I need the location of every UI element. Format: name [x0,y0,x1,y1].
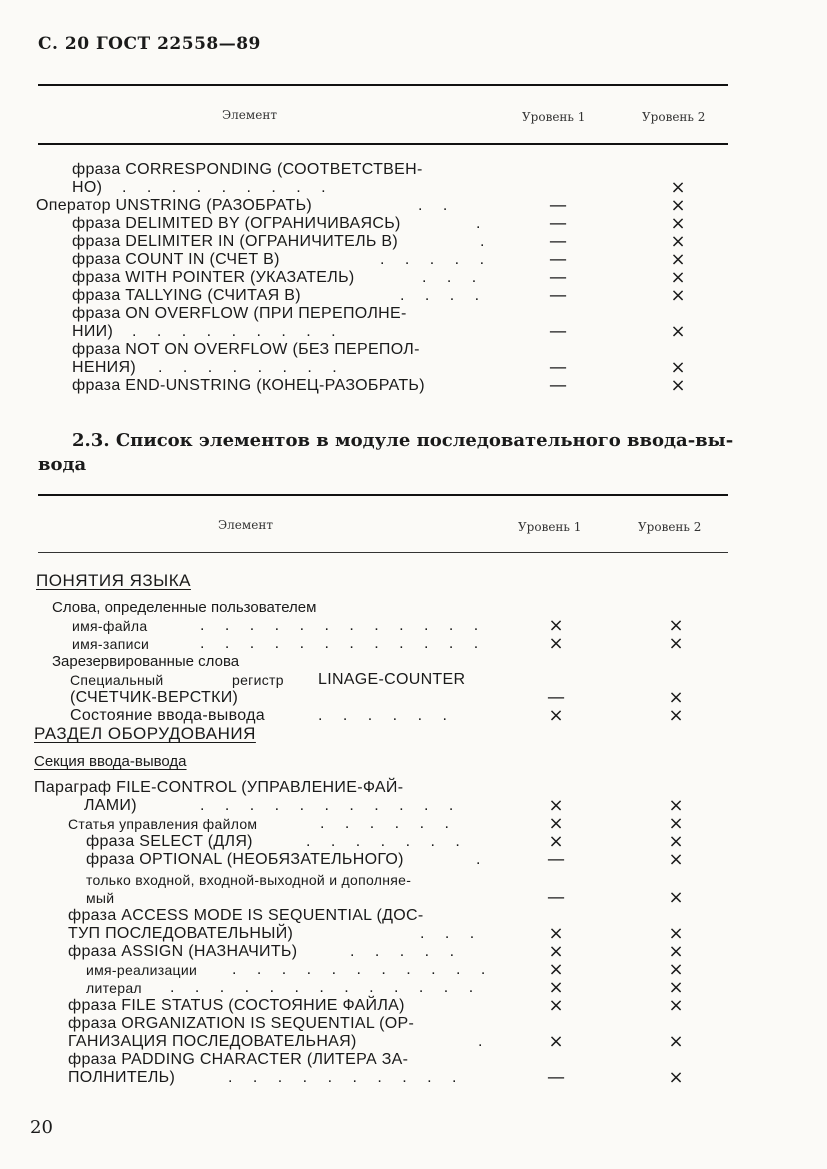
level1-mark: × [548,813,564,834]
row-text: имя-файла [72,618,148,634]
table1-col-level2: Уровень 2 [642,110,706,124]
row-text: фраза NOT ON OVERFLOW (БЕЗ ПЕРЕПОЛ- [72,341,420,358]
level2-mark: × [668,813,684,834]
row-text: только входной, входной-выходной и дополняе- [86,872,412,888]
leader-dots: . . . . . . [320,815,457,832]
level1-mark: × [548,923,564,944]
table-row [0,779,827,797]
level2-mark: × [670,195,686,216]
heading-language-concepts: ПОНЯТИЯ ЯЗЫКА [36,571,191,590]
level2-mark: × [670,267,686,288]
row-text: Специальный [70,672,164,688]
row-text: фраза TALLYING (СЧИТАЯ В) [72,287,301,304]
section-title-cont: вода [38,454,87,475]
level1-mark: × [548,959,564,980]
leader-dots: . . . . . . . [306,833,468,850]
row-text: фраза DELIMITER IN (ОГРАНИЧИТЕЛЬ В) [72,233,399,250]
table-row [0,161,827,179]
row-text: фраза CORRESPONDING (СООТВЕТСТВЕН- [72,161,423,178]
row-text: фраза SELECT (ДЛЯ) [86,833,253,850]
table-row [0,1069,827,1087]
leader-dots: . . . . . . . . . . . [232,961,494,978]
leader-dots: . . . . . . . . . . . . [200,635,487,652]
row-text: имя-записи [72,636,150,652]
leader-dots: . . . . . . . . . [132,323,344,340]
level1-mark: × [548,995,564,1016]
reserved-words-label: Зарезервированные слова [52,653,240,670]
table-row [0,323,827,341]
table-row [0,871,827,889]
level1-mark: — [549,231,567,252]
level2-mark: × [668,615,684,636]
level2-mark: × [668,995,684,1016]
table-row [0,889,827,907]
table-row [0,341,827,359]
level2-mark: × [668,923,684,944]
level1-mark: — [549,249,567,270]
level1-mark: × [548,633,564,654]
row-text: Статья управления файлом [68,816,258,832]
row-text: НЕНИЯ) [72,359,136,376]
leader-dots: . . . . [400,287,488,304]
row-text: НИИ) [72,323,114,340]
table2-header-rule [38,552,728,553]
leader-dots: . . . . . . [318,707,455,724]
level1-mark: × [548,705,564,726]
row-text: Параграф FILE-CONTROL (УПРАВЛЕНИЕ-ФАЙ- [34,779,404,796]
row-text: фраза OPTIONAL (НЕОБЯЗАТЕЛЬНОГО) [86,851,404,868]
level1-mark: — [549,285,567,306]
row-text: фраза ORGANIZATION IS SEQUENTIAL (ОР- [68,1015,415,1032]
page-number: 20 [30,1117,53,1138]
level1-mark: — [549,375,567,396]
level2-mark: × [668,941,684,962]
row-text: ГАНИЗАЦИЯ ПОСЛЕДОВАТЕЛЬНАЯ) [68,1033,357,1050]
level1-mark: × [548,1031,564,1052]
level2-mark: × [670,375,686,396]
level1-mark: — [549,357,567,378]
leader-dots: . . . . . [380,251,493,268]
table-row [0,689,827,707]
row-text: ТУП ПОСЛЕДОВАТЕЛЬНЫЙ) [68,925,294,942]
table1-top-rule [38,84,728,86]
table-row [0,377,827,395]
row-text: регистр [232,672,284,688]
table-row [0,797,827,815]
subheading-io-section: Секция ввода-вывода [34,753,187,770]
level1-mark: — [547,1067,565,1088]
row-text: литерал [86,980,142,996]
row-text: ЛАМИ) [84,797,137,814]
level1-mark: × [548,615,564,636]
row-text: мый [86,890,115,906]
row-text: LINAGE-COUNTER [318,671,466,688]
table-row [0,635,827,653]
level1-mark: — [549,321,567,342]
section-title: 2.3. Список элементов в модуле последовательного ввода-вы- [72,430,734,451]
leader-dots: . . . . . . . . . . . [200,797,462,814]
table-row [0,179,827,197]
level1-mark: — [547,887,565,908]
leader-dots: . . . . . . . . . . . . . [170,979,482,996]
table1-col-element: Элемент [222,108,277,122]
level2-mark: × [670,177,686,198]
leader-dots: . . . . . [350,943,463,960]
table-row [0,251,827,269]
table2-col-level2: Уровень 2 [638,520,702,534]
table-row [0,833,827,851]
table-row [0,233,827,251]
level1-mark: — [549,267,567,288]
level2-mark: × [670,321,686,342]
table2-top-rule [38,494,728,496]
leader-dots: . . . . . . . . . . . . [200,617,487,634]
row-text: фраза ON OVERFLOW (ПРИ ПЕРЕПОЛНЕ- [72,305,407,322]
level2-mark: × [668,795,684,816]
level2-mark: × [668,977,684,998]
table-row [0,979,827,997]
row-text: фраза END-UNSTRING (КОНЕЦ-РАЗОБРАТЬ) [72,377,425,394]
row-text: фраза WITH POINTER (УКАЗАТЕЛЬ) [72,269,355,286]
leader-dots: . [478,1033,491,1050]
row-text: ПОЛНИТЕЛЬ) [68,1069,176,1086]
table-row [0,1033,827,1051]
row-text: Оператор UNSTRING (РАЗОБРАТЬ) [36,197,313,214]
table2-col-level1: Уровень 1 [518,520,582,534]
table-row [0,925,827,943]
table-row [0,359,827,377]
level2-mark: × [668,705,684,726]
level2-mark: × [668,687,684,708]
row-text: фраза ACCESS MODE IS SEQUENTIAL (ДОС- [68,907,424,924]
table-row [0,997,827,1015]
level2-mark: × [668,959,684,980]
table-row [0,907,827,925]
row-text: фраза COUNT IN (СЧЕТ В) [72,251,280,268]
table-row [0,287,827,305]
level1-mark: — [547,687,565,708]
row-text: фраза FILE STATUS (СОСТОЯНИЕ ФАЙЛА) [68,997,405,1014]
level1-mark: — [549,195,567,216]
row-text: НО) [72,179,103,196]
level2-mark: × [668,1067,684,1088]
level1-mark: × [548,977,564,998]
table-row [0,671,827,689]
level2-mark: × [668,633,684,654]
leader-dots: . . . [420,925,483,942]
level2-mark: × [670,285,686,306]
leader-dots: . . . [422,269,485,286]
leader-dots: . . . . . . . . . [122,179,334,196]
leader-dots: . [480,233,493,250]
leader-dots: . [476,215,489,232]
heading-equipment-division: РАЗДЕЛ ОБОРУДОВАНИЯ [34,724,256,743]
level2-mark: × [670,231,686,252]
row-text: Состояние ввода-вывода [70,707,265,724]
table-row [0,1051,827,1069]
table-row [0,707,827,725]
row-text: фраза ASSIGN (НАЗНАЧИТЬ) [68,943,298,960]
level2-mark: × [668,849,684,870]
table-row [0,943,827,961]
leader-dots: . . [418,197,456,214]
table-row [0,961,827,979]
row-text: фраза PADDING CHARACTER (ЛИТЕРА ЗА- [68,1051,409,1068]
level2-mark: × [670,213,686,234]
level1-mark: × [548,795,564,816]
level1-mark: — [549,213,567,234]
level1-mark: — [547,849,565,870]
user-words-label: Слова, определенные пользователем [52,599,317,616]
level2-mark: × [670,357,686,378]
level1-mark: × [548,831,564,852]
table-row [0,305,827,323]
table2-col-element: Элемент [218,518,273,532]
level2-mark: × [668,831,684,852]
table-row [0,269,827,287]
level2-mark: × [668,887,684,908]
leader-dots: . . . . . . . . [158,359,345,376]
table-row [0,215,827,233]
row-text: (СЧЕТЧИК-ВЕРСТКИ) [70,689,239,706]
level1-mark: × [548,941,564,962]
table-row [0,851,827,869]
level2-mark: × [668,1031,684,1052]
table-row [0,617,827,635]
row-text: фраза DELIMITED BY (ОГРАНИЧИВАЯСЬ) [72,215,401,232]
table-row [0,815,827,833]
row-text: имя-реализации [86,962,198,978]
leader-dots: . [476,851,489,868]
table-row [0,1015,827,1033]
level2-mark: × [670,249,686,270]
page-header: С. 20 ГОСТ 22558—89 [38,34,261,54]
table1-col-level1: Уровень 1 [522,110,586,124]
table-row [0,197,827,215]
leader-dots: . . . . . . . . . . [228,1069,465,1086]
table1-header-rule [38,143,728,145]
